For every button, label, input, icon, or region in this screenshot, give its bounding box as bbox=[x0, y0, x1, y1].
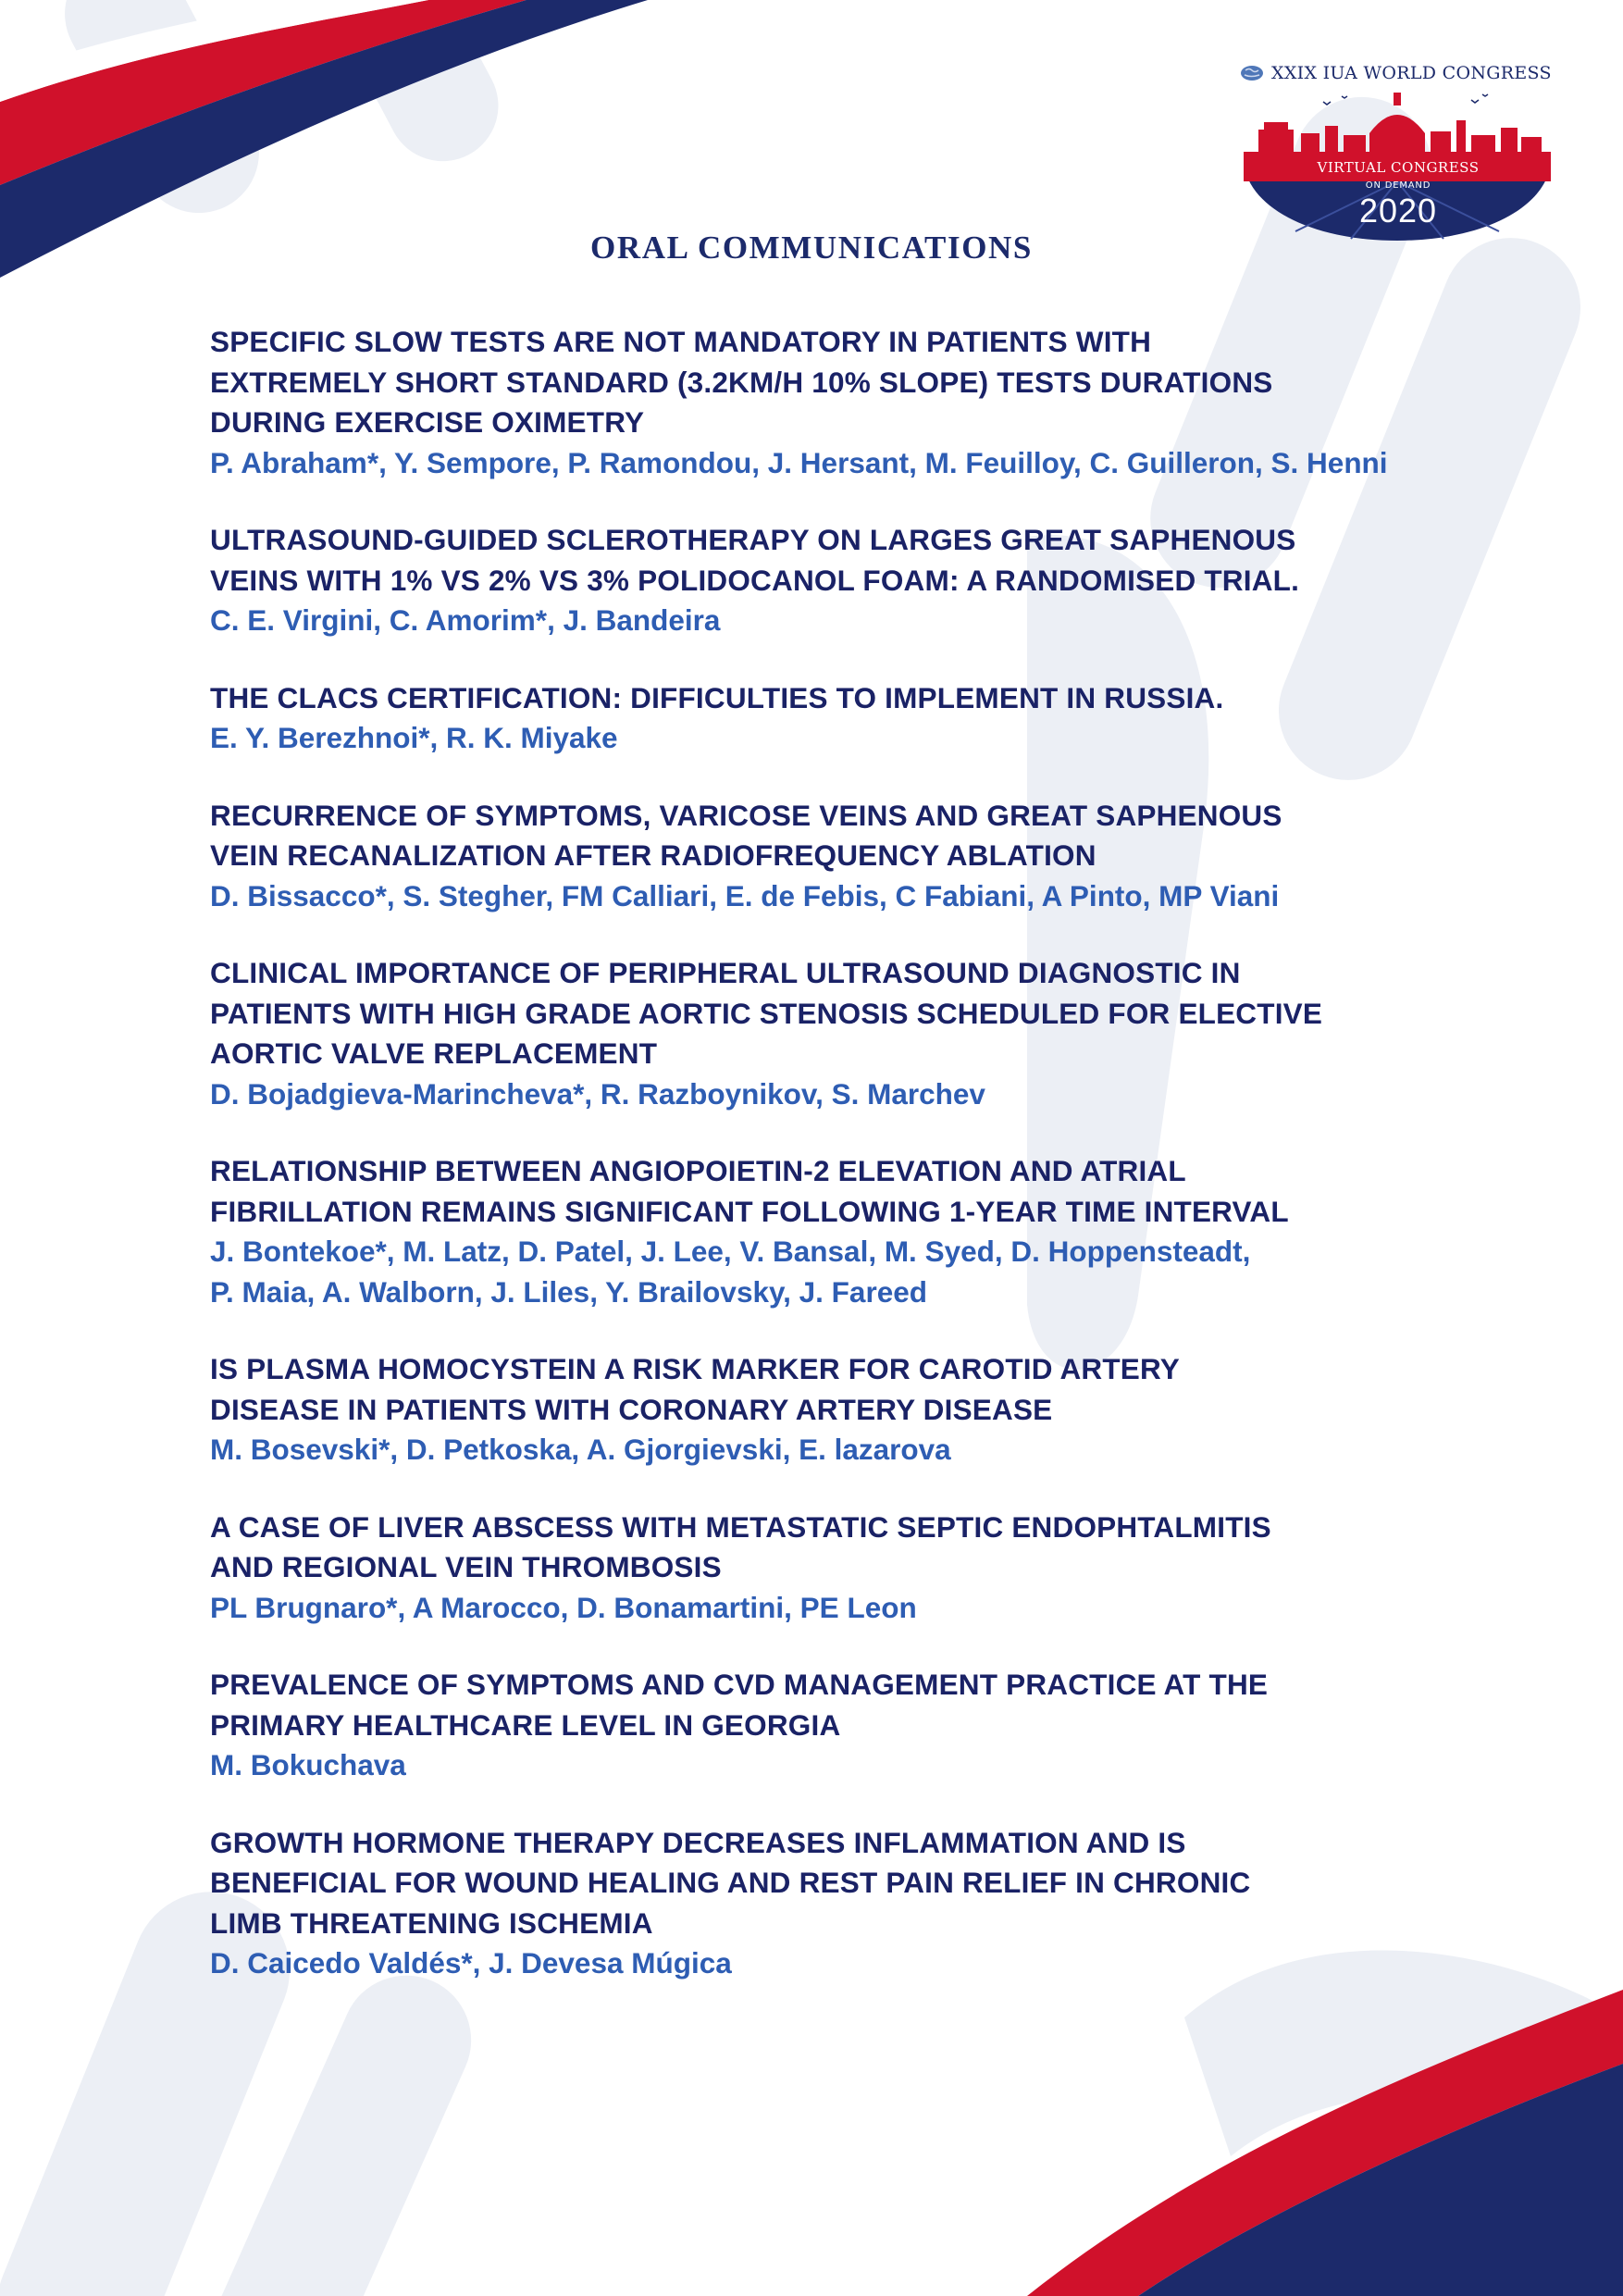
congress-name: XXIX IUA WORLD CONGRESS bbox=[1240, 63, 1555, 83]
abstract-item bbox=[210, 796, 1505, 917]
abstract-title-line: BENEFICIAL FOR WOUND HEALING AND REST PAIN RELIEF IN CHRONIC bbox=[210, 1866, 1251, 1899]
logo-on-demand: ON DEMAND bbox=[1365, 180, 1431, 191]
abstract-title-line: RECURRENCE OF SYMPTOMS, VARICOSE VEINS AND GREAT SAPHENOUS bbox=[210, 798, 1282, 832]
abstract-item bbox=[210, 520, 1505, 641]
abstract-title-line: THE CLACS CERTIFICATION: DIFFICULTIES TO IMPLEMENT IN RUSSIA. bbox=[210, 680, 1224, 714]
abstract-list bbox=[210, 322, 1505, 2021]
abstract-authors-line: J. Bontekoe*, M. Latz, D. Patel, J. Lee, V. Bansal, M. Syed, D. Hoppensteadt, bbox=[210, 1235, 1251, 1268]
abstract-title-line: CLINICAL IMPORTANCE OF PERIPHERAL ULTRASOUND DIAGNOSTIC IN bbox=[210, 956, 1241, 989]
abstract-title-line: SPECIFIC SLOW TESTS ARE NOT MANDATORY IN PATIENTS WITH bbox=[210, 325, 1152, 358]
abstract-item bbox=[210, 1151, 1505, 1312]
abstract-authors-line: E. Y. Berezhnoi*, R. K. Miyake bbox=[210, 721, 618, 754]
abstract-title-line: RELATIONSHIP BETWEEN ANGIOPOIETIN-2 ELEVATION AND ATRIAL bbox=[210, 1154, 1186, 1187]
abstract-authors-line: PL Brugnaro*, A Marocco, D. Bonamartini, PE Leon bbox=[210, 1590, 917, 1624]
abstract-authors-line: P. Abraham*, Y. Sempore, P. Ramondou, J. Hersant, M. Feuilloy, C. Guilleron, S. Henni bbox=[210, 445, 1388, 479]
abstract-title-line: PATIENTS WITH HIGH GRADE AORTIC STENOSIS SCHEDULED FOR ELECTIVE bbox=[210, 996, 1323, 1030]
abstract-item bbox=[210, 1349, 1505, 1471]
abstract-item bbox=[210, 1665, 1505, 1786]
abstract-authors-line: D. Bojadgieva-Marincheva*, R. Razboynikov, S. Marchev bbox=[210, 1076, 985, 1111]
abstract-title-line: LIMB THREATENING ISCHEMIA bbox=[210, 1905, 653, 1940]
abstract-authors-line: M. Bokuchava bbox=[210, 1748, 406, 1781]
abstract-title-line: ULTRASOUND-GUIDED SCLEROTHERAPY ON LARGES GREAT SAPHENOUS bbox=[210, 523, 1296, 556]
abstract-authors-line: C. E. Virgini, C. Amorim*, J. Bandeira bbox=[210, 603, 721, 637]
abstract-item bbox=[210, 953, 1505, 1114]
abstract-title-line: VEINS WITH 1% VS 2% VS 3% POLIDOCANOL FOAM: A RANDOMISED TRIAL. bbox=[210, 563, 1300, 597]
abstract-authors-line: D. Caicedo Valdés*, J. Devesa Múgica bbox=[210, 1946, 732, 1980]
abstract-title-line: A CASE OF LIVER ABSCESS WITH METASTATIC SEPTIC ENDOPHTALMITIS bbox=[210, 1509, 1271, 1544]
abstract-item bbox=[210, 322, 1505, 483]
abstract-title-line: FIBRILLATION REMAINS SIGNIFICANT FOLLOWING 1-YEAR TIME INTERVAL bbox=[210, 1194, 1289, 1228]
abstract-title-line: DISEASE IN PATIENTS WITH CORONARY ARTERY DISEASE bbox=[210, 1392, 1053, 1426]
abstract-item bbox=[210, 1823, 1505, 1984]
congress-logo bbox=[1240, 57, 1555, 242]
logo-virtual-congress: VIRTUAL CONGRESS bbox=[1317, 159, 1480, 176]
abstract-title-line: PREVALENCE OF SYMPTOMS AND CVD MANAGEMENT PRACTICE AT THE bbox=[210, 1668, 1269, 1701]
abstract-item bbox=[210, 678, 1505, 759]
globe-icon bbox=[1240, 65, 1264, 81]
abstract-title-line: AORTIC VALVE REPLACEMENT bbox=[210, 1036, 658, 1070]
abstract-title-line: EXTREMELY SHORT STANDARD (3.2KM/H 10% SLOPE) TESTS DURATIONS bbox=[210, 365, 1273, 399]
abstract-item bbox=[210, 1508, 1505, 1629]
abstract-title-line: DURING EXERCISE OXIMETRY bbox=[210, 405, 645, 439]
abstract-authors-line: D. Bissacco*, S. Stegher, FM Calliari, E. de Febis, C Fabiani, A Pinto, MP Viani bbox=[210, 878, 1280, 912]
abstract-title-line: PRIMARY HEALTHCARE LEVEL IN GEORGIA bbox=[210, 1707, 841, 1742]
abstract-authors-line: M. Bosevski*, D. Petkoska, A. Gjorgievski, E. lazarova bbox=[210, 1433, 951, 1466]
abstract-title-line: GROWTH HORMONE THERAPY DECREASES INFLAMMATION AND IS bbox=[210, 1825, 1186, 1859]
logo-year: 2020 bbox=[1358, 192, 1438, 230]
abstract-title-line: IS PLASMA HOMOCYSTEIN A RISK MARKER FOR CAROTID ARTERY bbox=[210, 1352, 1180, 1385]
section-title: ORAL COMMUNICATIONS bbox=[590, 230, 1033, 266]
abstract-authors-line: P. Maia, A. Walborn, J. Liles, Y. Brailovsky, J. Fareed bbox=[210, 1274, 927, 1309]
abstract-title-line: AND REGIONAL VEIN THROMBOSIS bbox=[210, 1550, 722, 1583]
abstract-title-line: VEIN RECANALIZATION AFTER RADIOFREQUENCY ABLATION bbox=[210, 838, 1096, 872]
